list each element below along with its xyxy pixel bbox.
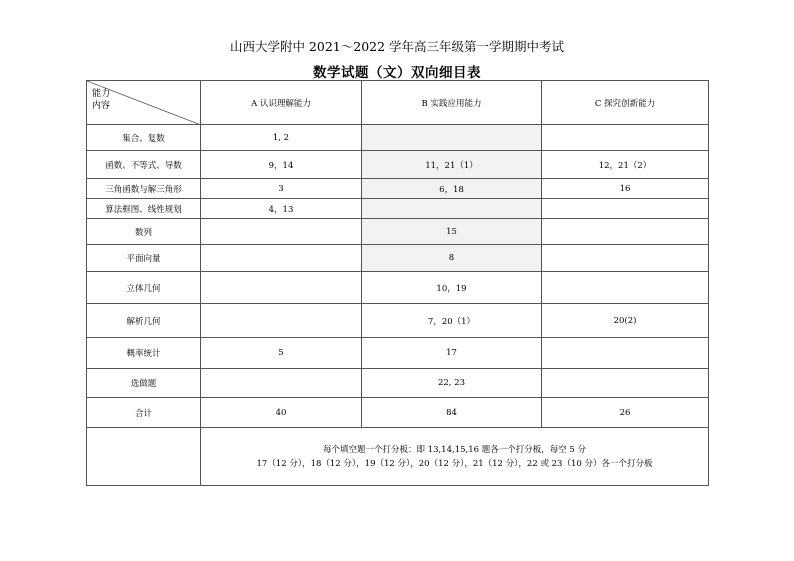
table-row (87, 151, 709, 179)
cell-b: 8 (362, 245, 542, 272)
cell-a: 40 (201, 398, 362, 428)
cell-a: 1, 2 (201, 125, 362, 151)
row-label: 立体几何 (87, 272, 201, 304)
table-row (87, 338, 709, 369)
corner-label-content: 内容 (92, 101, 111, 111)
document-title: 山西大学附中 2021～2022 学年高三年级第一学期期中考试 (229, 39, 565, 54)
detail-table (86, 80, 709, 486)
note-cell (201, 428, 709, 486)
cell-c (542, 245, 709, 272)
note-blank-cell (87, 428, 201, 486)
cell-b (362, 199, 542, 219)
cell-a: 3 (201, 179, 362, 199)
row-label: 合计 (87, 398, 201, 428)
column-header-a: A 认识理解能力 (201, 81, 362, 125)
table-row (87, 199, 709, 219)
cell-c: 16 (542, 179, 709, 199)
corner-label-ability: 能力 (92, 89, 111, 99)
cell-a (201, 245, 362, 272)
table-row (87, 369, 709, 398)
cell-c (542, 369, 709, 398)
cell-a: 5 (201, 338, 362, 369)
row-label: 平面向量 (87, 245, 201, 272)
document-subtitle: 数学试题（文）双向细目表 (313, 65, 481, 81)
row-label: 解析几何 (87, 304, 201, 338)
cell-c (542, 125, 709, 151)
column-header-b: B 实践应用能力 (362, 81, 542, 125)
cell-c (542, 219, 709, 245)
cell-b: 6，18 (362, 179, 542, 199)
note-line-2: 17（12 分），18（12 分），19（12 分），20（12 分），21（12 分），22 或 23（10 分）各一个打分板 (256, 458, 653, 469)
cell-b: 22, 23 (362, 369, 542, 398)
row-label: 算法框图、线性规划 (87, 199, 201, 219)
cell-b: 10，19 (362, 272, 542, 304)
cell-c (542, 199, 709, 219)
cell-b: 7，20（1） (362, 304, 542, 338)
row-label: 数列 (87, 219, 201, 245)
cell-c: 26 (542, 398, 709, 428)
cell-c (542, 338, 709, 369)
row-label: 选做题 (87, 369, 201, 398)
cell-b: 15 (362, 219, 542, 245)
note-line-1: 每个填空题一个打分板：即 13,14,15,16 题各一个打分板，每空 5 分 (322, 444, 587, 455)
table-row (87, 125, 709, 151)
cell-a: 9，14 (201, 151, 362, 179)
cell-c (542, 272, 709, 304)
cell-c: 12，21（2） (542, 151, 709, 179)
cell-a (201, 369, 362, 398)
cell-b: 17 (362, 338, 542, 369)
cell-a (201, 219, 362, 245)
cell-c: 20(2) (542, 304, 709, 338)
cell-b (362, 125, 542, 151)
cell-b: 84 (362, 398, 542, 428)
column-header-c: C 探究创新能力 (542, 81, 709, 125)
table-header-row (87, 81, 709, 125)
table-row (87, 179, 709, 199)
table-row (87, 219, 709, 245)
row-label: 函数、不等式、导数 (87, 151, 201, 179)
row-label: 概率统计 (87, 338, 201, 369)
table-row (87, 272, 709, 304)
cell-b: 11，21（1） (362, 151, 542, 179)
row-label: 三角函数与解三角形 (87, 179, 201, 199)
row-label: 集合、复数 (87, 125, 201, 151)
table-row (87, 398, 709, 428)
cell-a (201, 272, 362, 304)
cell-a (201, 304, 362, 338)
table-row (87, 304, 709, 338)
corner-cell (87, 81, 201, 125)
table-row (87, 245, 709, 272)
note-row (87, 428, 709, 486)
cell-a: 4，13 (201, 199, 362, 219)
